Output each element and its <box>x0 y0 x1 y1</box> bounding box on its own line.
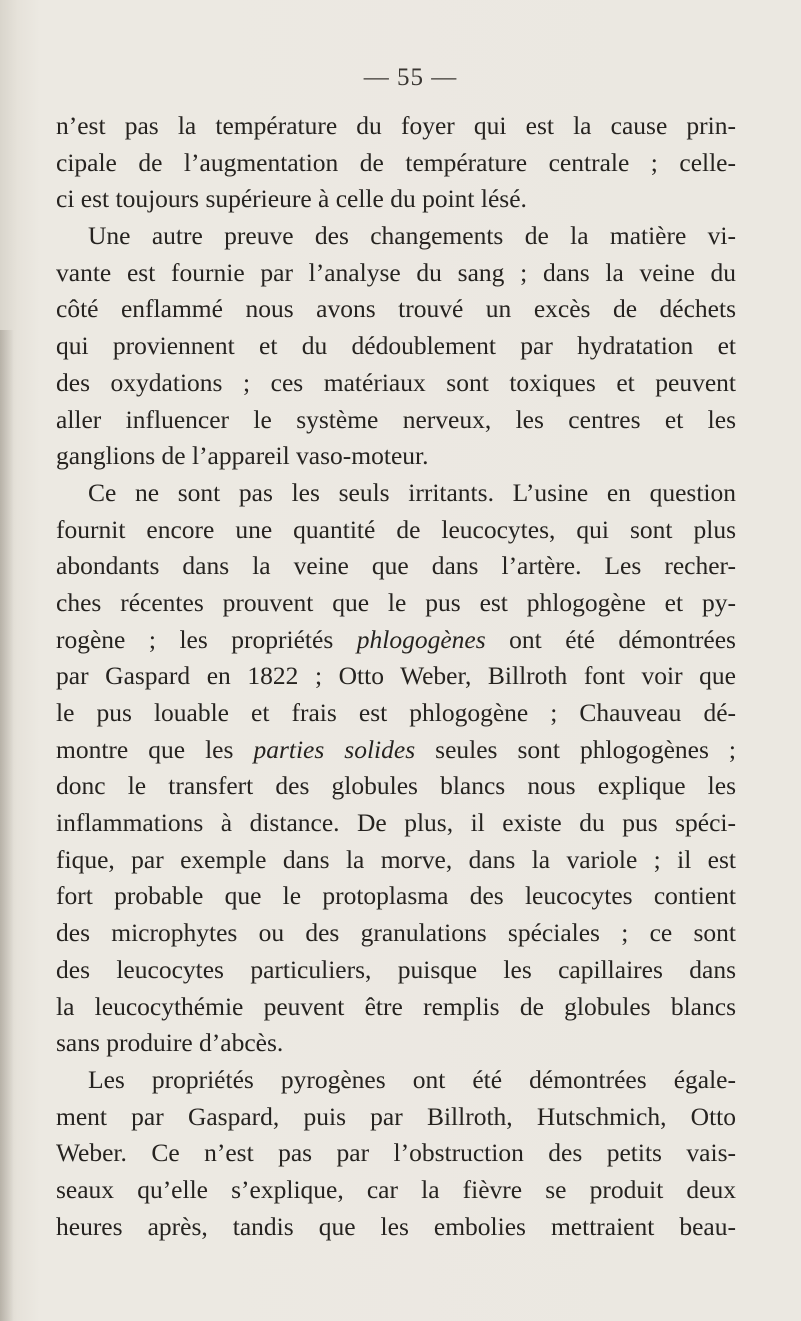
text-line: des oxydations ; ces matériaux sont toxiques et peuvent <box>56 367 736 397</box>
text-line: heures après, tandis que les embolies mettraient beau- <box>56 1211 736 1241</box>
binding-shadow <box>0 330 14 1321</box>
text-line: des microphytes ou des granulations spéciales ; ce sont <box>56 918 736 948</box>
text-line: côté enflammé nous avons trouvé un excès de déchets <box>56 294 736 324</box>
body-text <box>56 108 736 1245</box>
text-line: inflammations à distance. De plus, il existe du pus spéci- <box>56 808 736 838</box>
text-line: sans produire d’abcès. <box>56 1028 284 1058</box>
text-line: ci est toujours supérieure à celle du point lésé. <box>56 184 527 214</box>
text-line: donc le transfert des globules blancs nous explique les <box>56 771 736 801</box>
text-line: aller influencer le système nerveux, les centres et les <box>56 404 736 434</box>
text-line: cipale de l’augmentation de température centrale ; celle- <box>56 147 736 177</box>
text-line: Les propriétés pyrogènes ont été démontrées égale- <box>88 1064 736 1094</box>
text-run: rogène ; les propriétés <box>56 624 357 654</box>
italic-term: parties solides <box>253 734 416 764</box>
text-line: par Gaspard en 1822 ; Otto Weber, Billroth font voir que <box>56 661 736 691</box>
text-line: n’est pas la température du foyer qui est la cause prin- <box>56 111 736 140</box>
text-line: Une autre preuve des changements de la matière vi- <box>88 221 736 251</box>
text-line-mixed <box>56 622 736 659</box>
text-line: ches récentes prouvent que le pus est phlogogène et py- <box>56 587 736 617</box>
text-run: ont été démontrées <box>485 624 736 654</box>
text-line: fournit encore une quantité de leucocytes, qui sont plus <box>56 514 736 544</box>
text-line: Ce ne sont pas les seuls irritants. L’usine en question <box>88 477 736 507</box>
text-line: vante est fournie par l’analyse du sang ; dans la veine du <box>56 257 736 287</box>
text-line: ganglions de l’appareil vaso-moteur. <box>56 441 429 471</box>
text-line: ment par Gaspard, puis par Billroth, Hutschmich, Otto <box>56 1101 736 1131</box>
text-line: des leucocytes particuliers, puisque les capillaires dans <box>56 954 736 984</box>
text-line: la leucocythémie peuvent être remplis de globules blancs <box>56 991 736 1021</box>
text-line: Weber. Ce n’est pas par l’obstruction des petits vais- <box>56 1138 736 1168</box>
text-line-mixed <box>56 732 736 769</box>
text-line: abondants dans la veine que dans l’artère. Les recher- <box>56 551 736 581</box>
text-run: seules sont phlogogènes ; <box>415 734 737 764</box>
text-line: seaux qu’elle s’explique, car la fièvre se produit deux <box>56 1174 736 1204</box>
italic-term: phlogogènes <box>356 624 486 654</box>
page-number: — 55 — <box>363 64 458 91</box>
text-run: montre que les <box>56 734 254 764</box>
text-line: fique, par exemple dans la morve, dans la variole ; il est <box>56 844 736 874</box>
text-line: fort probable que le protoplasma des leucocytes contient <box>56 881 736 911</box>
text-line: qui proviennent et du dédoublement par hydratation et <box>56 331 736 361</box>
text-line: le pus louable et frais est phlogogène ; Chauveau dé- <box>56 698 736 727</box>
